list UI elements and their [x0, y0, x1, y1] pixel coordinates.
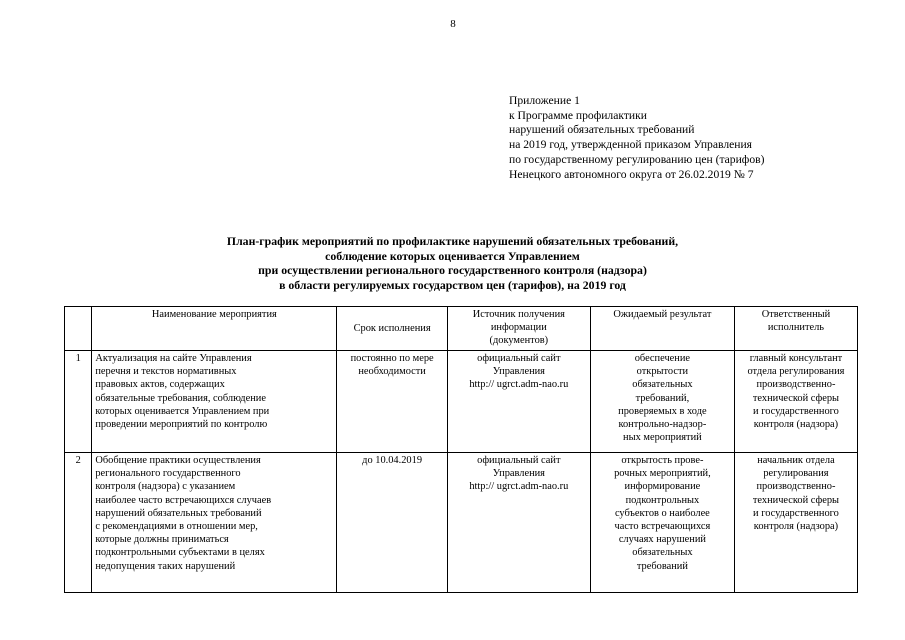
cell-line: до 10.04.2019: [362, 455, 423, 466]
cell-line: открытость прове-: [621, 455, 704, 466]
cell-line: недопущения таких нарушений: [95, 560, 236, 572]
header-source-line: Источник получения: [472, 309, 565, 320]
row-term: [337, 453, 447, 593]
appendix-line: по государственному регулированию цен (тарифов): [509, 152, 765, 166]
row-responsible: [734, 351, 857, 453]
cell-line: http:// ugrct.adm-nao.ru: [469, 379, 569, 391]
cell-line: открытости: [636, 366, 689, 378]
appendix-note: [509, 94, 889, 182]
cell-line: с рекомендациями в отношении мер,: [95, 521, 258, 533]
cell-line: регулирования: [763, 468, 829, 480]
cell-line: случаях нарушений: [618, 534, 706, 546]
table-row: [65, 453, 858, 593]
cell-line: рочных мероприятий,: [614, 468, 711, 480]
cell-line: необходимости: [358, 366, 426, 378]
appendix-line: Приложение 1: [509, 94, 580, 107]
header-source-line: (документов): [489, 335, 549, 347]
cell-line: контроля (надзора) с указанием: [95, 481, 236, 493]
appendix-line: к Программе профилактики: [509, 108, 647, 122]
cell-line: производственно-: [756, 481, 836, 493]
title-line: в области регулируемых государством цен (тарифов), на 2019 год: [279, 277, 626, 292]
cell-line: http:// ugrct.adm-nao.ru: [469, 481, 569, 493]
cell-line: контрольно-надзор-: [618, 419, 707, 431]
cell-line: технической сферы: [752, 494, 840, 506]
cell-line: перечня и текстов нормативных: [95, 366, 237, 378]
cell-line: правовых актов, содержащих: [95, 379, 225, 391]
cell-line: и государственного: [753, 507, 839, 519]
document-title: [60, 234, 845, 292]
cell-line: главный консультант: [749, 353, 843, 364]
cell-line: постоянно по мере: [350, 353, 434, 364]
cell-line: производственно-: [756, 379, 836, 391]
plan-schedule-table: [64, 306, 858, 593]
cell-line: технической сферы: [752, 392, 840, 404]
row-number: 2: [65, 453, 92, 593]
title-line: соблюдение которых оценивается Управлением: [325, 248, 580, 263]
cell-line: обеспечение: [634, 353, 691, 364]
cell-line: часто встречающихся: [614, 521, 711, 533]
cell-line: подконтрольными субъектами в целях: [95, 547, 265, 559]
cell-line: регионального государственного: [95, 468, 241, 480]
cell-line: начальник отдела: [757, 455, 835, 466]
cell-line: Обобщение практики осуществления: [95, 455, 261, 466]
cell-line: наиболее часто встречающихся случаев: [95, 494, 272, 506]
cell-line: подконтрольных: [625, 494, 700, 506]
cell-line: контроля (надзора): [753, 419, 839, 431]
table-row: [65, 351, 858, 453]
cell-line: обязательных: [632, 547, 693, 559]
row-event-name: [92, 351, 337, 453]
title-line: План-график мероприятий по профилактике нарушений обязательных требований,: [226, 234, 679, 248]
table-header-row: [65, 307, 858, 351]
cell-line: Управления: [492, 366, 545, 378]
cell-line: требований,: [635, 392, 690, 404]
cell-line: требований: [636, 560, 688, 572]
cell-line: обязательных: [632, 379, 693, 391]
header-event-name: Наименование мероприятия: [92, 307, 337, 351]
cell-line: проверяемых в ходе: [618, 405, 707, 417]
cell-line: Актуализация на сайте Управления: [95, 353, 252, 364]
header-source: [447, 307, 590, 351]
header-responsible: [734, 307, 857, 351]
appendix-line: нарушений обязательных требований: [509, 123, 695, 137]
cell-line: отдела регулирования: [747, 366, 845, 378]
row-event-name: [92, 453, 337, 593]
row-term: [337, 351, 447, 453]
cell-line: контроля (надзора): [753, 521, 839, 533]
cell-line: обязательные требования, соблюдение: [95, 392, 266, 404]
cell-line: ных мероприятий: [623, 432, 702, 444]
header-responsible-line: Ответственный: [761, 309, 831, 320]
row-expected-result: [590, 351, 734, 453]
row-responsible: [734, 453, 857, 593]
appendix-line: на 2019 год, утвержденной приказом Управления: [509, 138, 752, 152]
cell-line: проведении мероприятий по контролю: [95, 419, 268, 431]
cell-line: официальный сайт: [477, 353, 561, 364]
cell-line: субъектов о наиболее: [614, 507, 710, 519]
header-expected-result: Ожидаемый результат: [590, 307, 734, 351]
cell-line: нарушений обязательных требований: [95, 507, 262, 519]
appendix-line: Ненецкого автономного округа от 26.02.2019 № 7: [509, 167, 754, 181]
header-responsible-line: исполнитель: [767, 322, 825, 334]
row-source: [447, 453, 590, 593]
header-number: [65, 307, 92, 351]
cell-line: которых оценивается Управлением при: [95, 405, 270, 417]
cell-line: Управления: [492, 468, 545, 480]
title-line: при осуществлении регионального государственного контроля (надзора): [258, 263, 647, 277]
header-term: Срок исполнения: [337, 307, 447, 351]
cell-line: информирование: [624, 481, 701, 493]
row-number: 1: [65, 351, 92, 453]
cell-line: которые должны приниматься: [95, 534, 229, 546]
cell-line: официальный сайт: [477, 455, 561, 466]
cell-line: и государственного: [753, 405, 839, 417]
row-expected-result: [590, 453, 734, 593]
row-source: [447, 351, 590, 453]
header-source-line: информации: [490, 322, 547, 334]
page-number: 8: [450, 18, 456, 30]
